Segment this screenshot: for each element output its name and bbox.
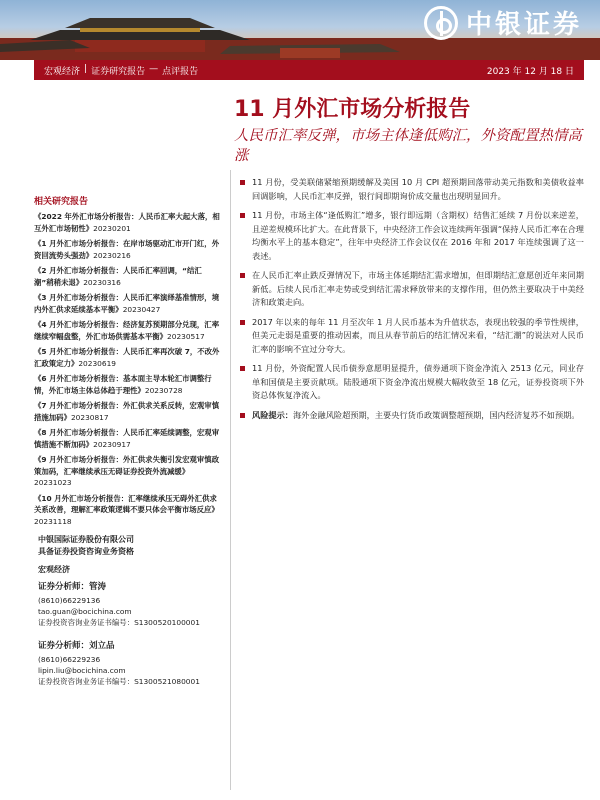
related-item-title: 《3 月外汇市场分析报告：人民币汇率演绎基准情形，境内外汇供求延续基本平衡》	[34, 293, 220, 314]
analyst-label: 证券分析师：	[38, 641, 90, 651]
related-item[interactable]	[34, 265, 220, 288]
related-reports	[34, 194, 220, 531]
key-point: 11 月份，受美联储紧缩预期缓解及美国 10 月 CPI 超预期回落带动美元指数和美债收益率回调影响，人民币汇率反弹，银行间即期询价成交量也出现明显回升。	[238, 176, 584, 203]
related-item[interactable]	[34, 292, 220, 315]
analyst-cert: 证券投资咨询业务证书编号：S1300521080001	[38, 677, 200, 686]
risk-warning	[238, 409, 584, 423]
analyst-card	[38, 582, 228, 628]
related-item-title: 《10 月外汇市场分析报告：汇率继续承压无碍外汇供求关系改善，理解汇率政策逻辑不要只体会平衡市场反应》	[34, 493, 219, 514]
logo-text: 中银证券	[465, 10, 582, 40]
related-item-date: 20231023	[34, 478, 72, 487]
related-item-title: 《2 月外汇市场分析报告：人民币汇率回调，“结汇潮”	[34, 266, 202, 287]
related-item-date: 20230619	[78, 358, 116, 368]
analyst-label: 证券分析师：	[38, 582, 90, 592]
related-item-date: 20230728	[144, 385, 183, 395]
analyst-cert: 证券投资咨询业务证书编号：S1300520100001	[38, 618, 200, 627]
analyst-phone: (8610)66229236	[38, 655, 101, 664]
related-item[interactable]	[34, 400, 220, 423]
key-point: 2017 年以来的每年 11 月至次年 1 月人民币基本为升值状态，表现出较强的季节性规律，但美元走弱是重要的推动因素，而且从春节前后的结汇情况来看，“结汇潮”的说法对人民币汇率的影响不宜过分夸大。	[238, 316, 584, 357]
analyst-phone: (8610)66229136	[38, 596, 101, 605]
analyst-name: 管涛	[89, 582, 107, 592]
related-item[interactable]	[34, 211, 220, 234]
related-item-title: 《2022 年外汇市场分析报告：人民币汇率大起大落，相互外汇市场韧性》	[34, 212, 220, 233]
related-item-title: 《1 月外汇市场分析报告：在岸市场驱动汇市开门红，外资回流势头强劲》	[34, 239, 220, 260]
related-item[interactable]	[34, 346, 220, 369]
key-point: 11 月份，市场主体“逢低购汇”增多，银行即远期（含期权）结售汇延续 7 月份以来逆差，且逆差规模环比扩大。在此背景下，中央经济工作会议连续两年强调“保持人民币汇率在合理均衡水平上的基本稳定”，往年中央经济工作会议仅在 2016 年和 2017 年连续强调了这一表述。	[238, 209, 584, 263]
breadcrumb-dash: —	[149, 63, 159, 74]
breadcrumb	[44, 64, 198, 77]
related-item-date: 20230817	[70, 412, 109, 422]
bank-logo	[424, 4, 582, 41]
analyst-name: 刘立品	[89, 641, 115, 651]
report-title: 11 月外汇市场分析报告	[234, 97, 471, 122]
related-item-title: 《5 月外汇市场分析报告：人民币汇率再次破 7，不改外汇政策定力》	[34, 347, 220, 368]
related-item-date: 20231118	[34, 516, 72, 526]
key-points	[238, 176, 584, 428]
company-name: 中银国际证券股份有限公司	[38, 535, 134, 544]
report-date: 2023 年 12 月 18 日	[486, 66, 574, 77]
breadcrumb-sep: |	[84, 63, 88, 74]
related-item-title-cont: 稍稍未退》	[46, 277, 84, 287]
risk-text: 海外金融风险超预期，主要央行货币政策调整超预期，国内经济复苏不如预期。	[292, 409, 580, 420]
related-item-title: 《4 月外汇市场分析报告：经济复苏预期部分兑现，汇率继续窄幅盘整，外汇市场供需基本平衡》	[34, 320, 220, 341]
category-bar	[34, 60, 584, 80]
breadcrumb-subtype: 点评报告	[162, 66, 199, 77]
column-divider	[230, 170, 231, 790]
header-banner	[0, 0, 600, 60]
related-item[interactable]	[34, 427, 220, 450]
related-item-date: 20230316	[83, 277, 121, 287]
breadcrumb-type: 证券研究报告	[91, 66, 146, 77]
related-item-date: 20230216	[93, 250, 131, 260]
risk-label: 风险提示：	[252, 409, 293, 420]
analyst-email[interactable]: lipin.liu@bocichina.com	[38, 666, 126, 675]
company-info	[38, 534, 228, 558]
report-subtitle: 人民币汇率反弹，市场主体逢低购汇，外资配置热情高涨	[234, 128, 582, 164]
related-item-title: 《8 月外汇市场分析报告：人民币汇率延续调整，宏观审慎措施不断加码》	[34, 428, 220, 449]
analyst-email[interactable]: tao.guan@bocichina.com	[38, 607, 132, 616]
related-item[interactable]	[34, 454, 220, 489]
related-item-title: 《7 月外汇市场分析报告：外汇供求关系反转，宏观审慎措施加码》	[34, 401, 220, 422]
related-item[interactable]	[34, 373, 220, 396]
key-point: 在人民币汇率止跌反弹情况下，市场主体延期结汇需求增加，但即期结汇意愿创近年来同期新低。后续人民币汇率走势或受到结汇需求释放带来的支撑作用，但仍然主要取决于中美经济和政策走向。	[238, 269, 584, 310]
related-list	[34, 211, 220, 527]
related-item-date: 20230427	[122, 304, 161, 314]
boc-logo-icon	[424, 6, 458, 40]
company-qualification: 具备证券投资咨询业务资格	[38, 547, 134, 556]
breadcrumb-sector: 宏观经济	[44, 66, 81, 77]
related-item-date: 20230201	[93, 223, 131, 233]
related-item[interactable]	[34, 238, 220, 261]
related-item-title: 《6 月外汇市场分析报告：基本面主导本轮汇市调整行情，外汇市场主体总体趋于理性》	[34, 374, 212, 395]
related-item[interactable]	[34, 319, 220, 342]
related-item[interactable]	[34, 493, 220, 528]
related-heading: 相关研究报告	[34, 197, 89, 207]
related-item-title: 《9 月外汇市场分析报告：外汇供求失衡引发宏观审慎政策加码，汇率继续承压无碍证券投资外流减缓》	[34, 455, 220, 476]
analyst-card	[38, 641, 228, 687]
related-item-date: 20230517	[167, 331, 205, 341]
sector-label: 宏观经济	[38, 565, 70, 574]
key-point: 11 月份，外资配置人民币债券意愿明显提升，债券通项下资金净流入 2513 亿元，同业存单和国债是主要贡献项。陆股通项下资金净流出规模大幅收敛至 18 亿元，证券投资项下外资总体恢复净流入。	[238, 362, 584, 403]
related-item-date: 20230917	[93, 439, 131, 449]
